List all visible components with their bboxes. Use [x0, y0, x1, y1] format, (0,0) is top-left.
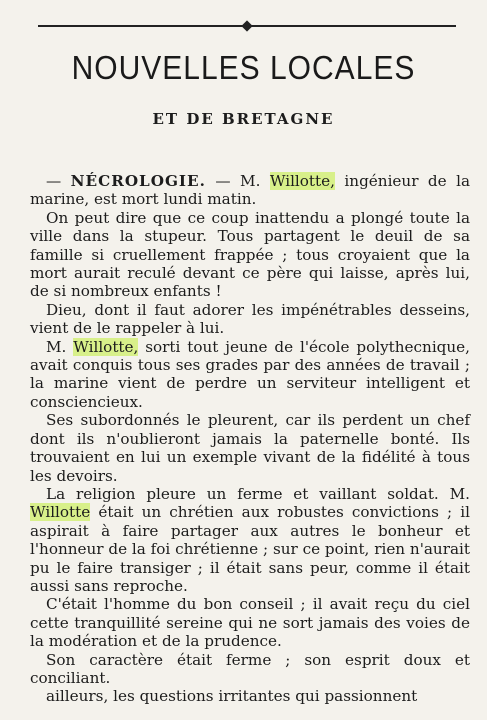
article-column	[30, 172, 470, 706]
article-paragraph-5: Ses subordonnés le pleurent, car ils perdent un chef dont ils n'oublieront jamais la paternelle bonté. Ils trouvaient en lui un exemple vivant de la fidélité à tous les devoirs.	[30, 411, 470, 485]
p6-prefix: La religion pleure un ferme et vaillant soldat. M.	[46, 484, 470, 503]
p4-prefix: M.	[46, 337, 74, 356]
section-heading: NÉCROLOGIE.	[70, 172, 206, 190]
highlighted-name: Willotte	[30, 503, 91, 522]
p6-text: était un chrétien aux robustes convictions ; il aspirait à faire partager aux autres le bonheur et l'honneur de la foi chrétienne ; sur ce point, rien n'aurait pu le faire transiger ; il était sans peur, comme il était aussi sans reproche.	[30, 503, 470, 595]
section-subtitle: ET DE BRETAGNE	[152, 110, 335, 128]
diamond-ornament-icon	[241, 20, 252, 31]
article-paragraph-4	[30, 338, 470, 412]
article-paragraph-lead	[30, 172, 470, 209]
article-paragraph-8: Son caractère était ferme ; son esprit doux et conciliant.	[30, 650, 470, 687]
p4-text: sorti tout jeune de l'école polythecnique, avait conquis tous ses grades par des années de travail ; la marine vient de perdre un serviteur intelligent et consciencieux.	[30, 337, 470, 411]
highlighted-name: Willotte,	[269, 172, 335, 190]
page-title: NOUVELLES LOCALES	[71, 50, 416, 87]
highlighted-name: Willotte,	[73, 337, 139, 356]
header-rule-ornament	[38, 22, 456, 30]
lead-dash: —	[46, 172, 62, 190]
article-paragraph-3: Dieu, dont il faut adorer les impénétrables desseins, vient de le rappeler à lui.	[30, 300, 470, 338]
article-paragraph-7: C'était l'homme du bon conseil ; il avait reçu du ciel cette tranquillité sereine qui ne sort jamais des voies de la modération et de la prudence.	[30, 595, 470, 651]
article-paragraph-6	[30, 485, 470, 595]
article-paragraph-2: On peut dire que ce coup inattendu a plongé toute la ville dans la stupeur. Tous partagent le deuil de sa famille si cruellement frappée ; tous croyaient que la mort aurait reculé devant ce père qui laisse, après lui, de si nombreux enfants !	[30, 208, 470, 301]
lead-text: ingénieur de la marine, est mort lundi matin.	[30, 172, 470, 209]
article-paragraph-9: ailleurs, les questions irritantes qui passionnent	[46, 687, 418, 706]
lead-separator: — M.	[205, 172, 270, 190]
